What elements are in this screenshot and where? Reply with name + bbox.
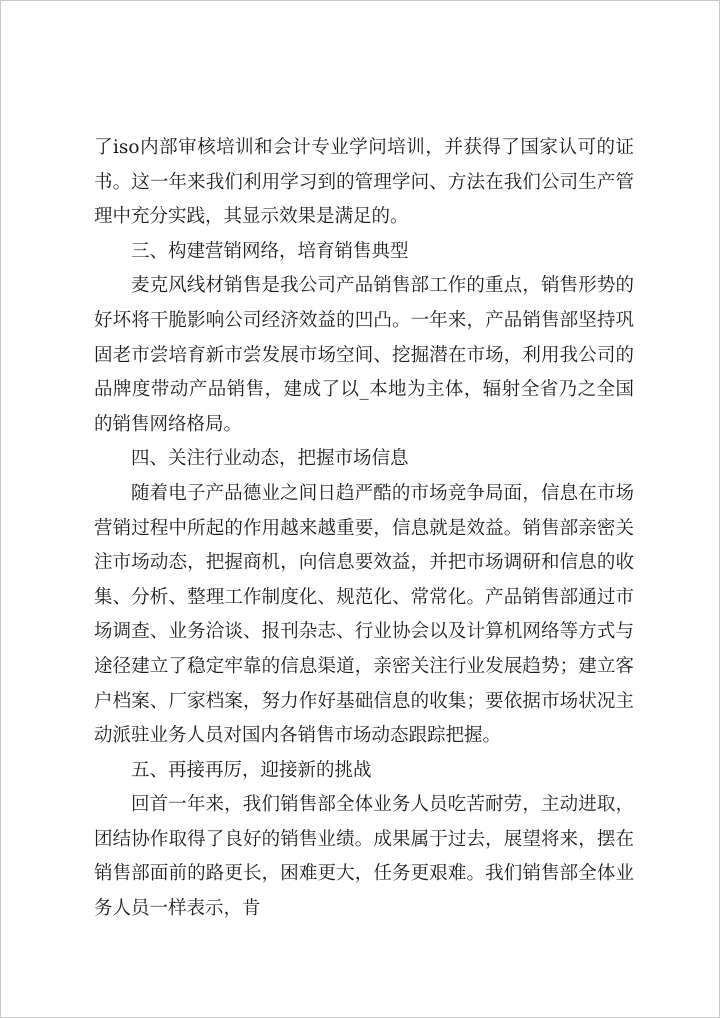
section-heading-5: 五、再接再厉，迎接新的挑战 bbox=[131, 759, 372, 781]
paragraph-2: 麦克风线材销售是我公司产品销售部工作的重点，销售形势的好坏将干脆影响公司经济效益的凹凸。一年来，产品销售部坚持巩固老市尝培育新市尝发展市场空间、挖掘潜在市场，利用我公司的品牌度带动产品销售，建成了以_本地为主体，辐射全省乃之全国的销售网络格局。 bbox=[94, 275, 634, 435]
section-heading-3: 三、构建营销网络，培育销售典型 bbox=[131, 240, 409, 262]
section-heading-4: 四、关注行业动态，把握市场信息 bbox=[131, 448, 409, 470]
paragraph-1: 了iso内部审核培训和会计专业学问培训，并获得了国家认可的证书。这一年来我们利用学习到的管理学问、方法在我们公司生产管理中充分实践，其显示效果是满足的。 bbox=[94, 137, 634, 228]
paragraph-3: 随着电子产品德业之间日趋严酷的市场竞争局面，信息在市场营销过程中所起的作用越来越重要，信息就是效益。销售部亲密关注市场动态，把握商机，向信息要效益，并把市场调研和信息的收集、分析、整理工作制度化、规范化、常常化。产品销售部通过市场调查、业务洽谈、报刊杂志、行业协会以及计算机网络等方式与途径建立了稳定牢靠的信息渠道，亲密关注行业发展趋势；建立客户档案、厂家档案，努力作好基础信息的收集；要依据市场状况主动派驻业务人员对国内各销售市场动态跟踪把握。 bbox=[94, 482, 634, 747]
paragraph-4: 回首一年来，我们销售部全体业务人员吃苦耐劳，主动进取，团结协作取得了良好的销售业绩。成果属于过去，展望将来，摆在销售部面前的路更长，困难更大，任务更艰难。我们销售部全体业务人员一样表示，肯 bbox=[94, 794, 634, 920]
document-body bbox=[94, 131, 634, 927]
